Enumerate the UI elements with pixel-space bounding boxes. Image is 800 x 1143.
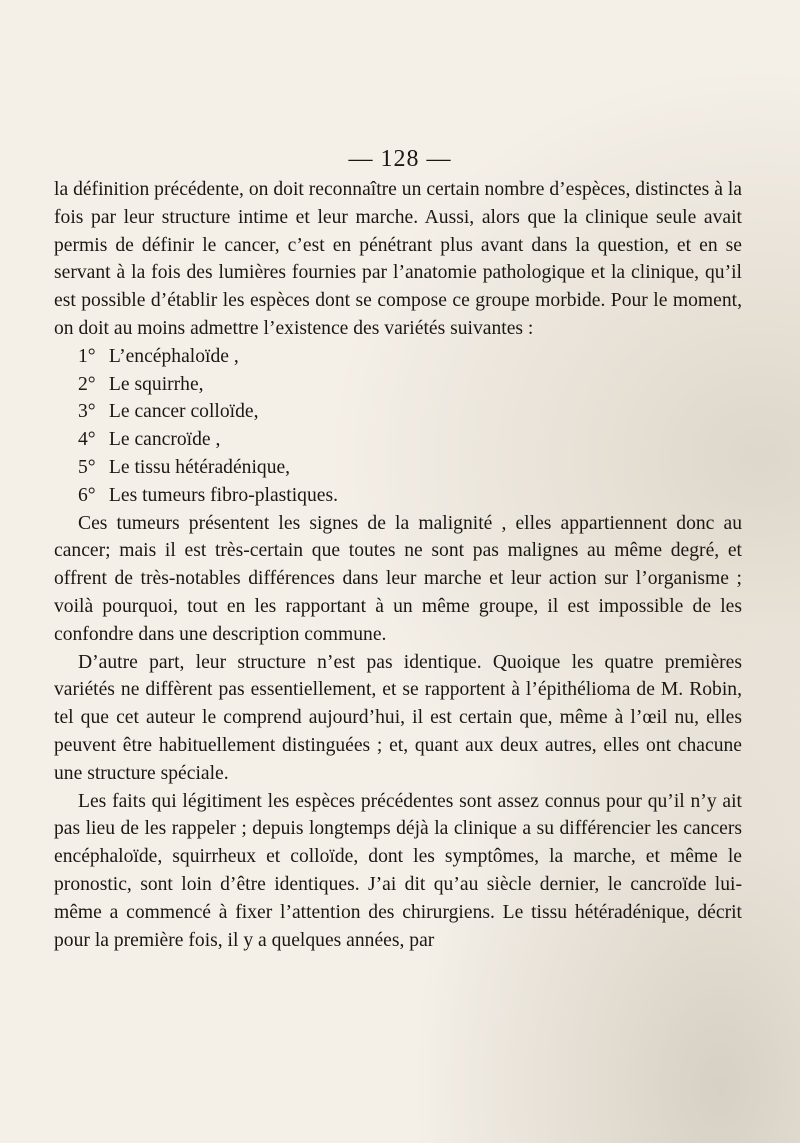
- item-label: Le squirrhe,: [108, 373, 204, 395]
- item-label: Le tissu hétéradénique,: [108, 456, 291, 478]
- item-label: Les tumeurs fibro-plastiques.: [108, 484, 338, 506]
- item-number: 1°: [78, 345, 96, 367]
- item-number: 2°: [78, 373, 96, 395]
- item-number: 3°: [78, 401, 96, 423]
- list-item: [78, 343, 742, 371]
- page-number: — 128 —: [348, 146, 452, 172]
- item-label: L’encéphaloïde ,: [108, 345, 239, 367]
- item-number: 4°: [78, 429, 96, 451]
- list-item: [78, 454, 742, 482]
- item-number: 5°: [78, 456, 96, 478]
- paragraph-intro: la définition précédente, on doit reconnaître un certain nombre d’espèces, distinctes à la fois par leur structure intime et leur marche. Aussi, alors que la clinique seule avait permis de définir le cancer, c’est en pénétrant plus avant dans la question, et en se servant à la fois des lumières fournies par l’anatomie pathologique et la clinique, qu’il est possible d’établir les espèces dont se compose ce groupe morbide. Pour le moment, on doit au moins admettre l’existence des variétés suivantes :: [54, 179, 742, 339]
- varieties-list: [54, 343, 742, 510]
- list-item: [78, 398, 742, 426]
- paragraph-structure: D’autre part, leur structure n’est pas identique. Quoique les quatre premières variétés ne diffèrent pas essentiellement, et se rapportent à l’épithélioma de M. Robin, tel que cet auteur le comprend aujourd’hui, il est certain que, même à l’œil nu, elles peuvent être habituellement distinguées ; et, quant aux deux autres, elles ont chacune une structure spéciale.: [54, 651, 742, 784]
- item-label: Le cancer colloïde,: [108, 401, 259, 423]
- paragraph-clinical: Les faits qui légitiment les espèces précédentes sont assez connus pour qu’il n’y ait pas lieu de les rappeler ; depuis longtemps déjà la clinique a su différencier les cancers encéphaloïde, squirrheux et colloïde, dont les symptômes, la marche, et même le pronostic, sont loin d’être identiques. J’ai dit qu’au siècle dernier, le cancroïde lui-même a commencé à fixer l’attention des chirurgiens. Le tissu hétéradénique, décrit pour la première fois, il y a quelques années, par: [54, 790, 742, 951]
- page-body: [54, 176, 742, 954]
- list-item: [78, 482, 742, 510]
- item-number: 6°: [78, 484, 96, 506]
- list-item: [78, 371, 742, 399]
- item-label: Le cancroïde ,: [108, 429, 221, 451]
- paragraph-malignity: Ces tumeurs présentent les signes de la malignité , elles appartiennent donc au cancer; mais il est très-certain que toutes ne sont pas malignes au même degré, et offrent de très-notables différences dans leur marche et leur action sur l’organisme ; voilà pourquoi, tout en les rapportant à un même groupe, il est impossible de les confondre dans une description commune.: [54, 512, 742, 645]
- list-item: [78, 426, 742, 454]
